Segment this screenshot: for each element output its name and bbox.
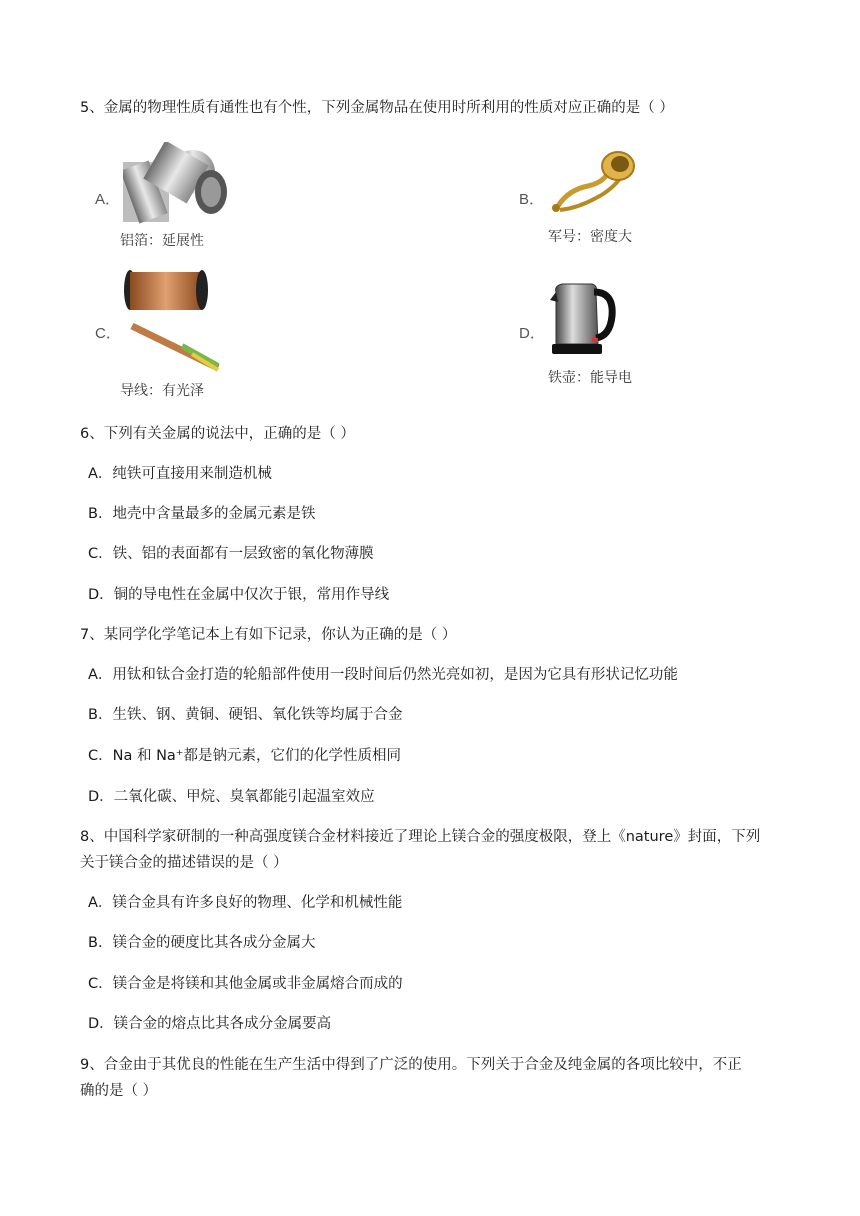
question-8-option-c: C．镁合金是将镁和其他金属或非金属熔合而成的 — [88, 976, 403, 992]
aluminum-foil-image — [123, 142, 231, 224]
question-5-stem: 5、金属的物理性质有通性也有个性，下列金属物品在使用时所利用的性质对应正确的是（ ） — [80, 100, 674, 116]
question-6-stem: 6、下列有关金属的说法中，正确的是（ ） — [80, 426, 355, 442]
question-6-option-b: B．地壳中含量最多的金属元素是铁 — [88, 506, 316, 522]
question-7-option-a: A．用钛和钛合金打造的轮船部件使用一段时间后仍然光亮如初，是因为它具有形状记忆功能 — [88, 667, 678, 683]
option-b-label: B． — [519, 191, 545, 208]
question-8-option-d: D．镁合金的熔点比其各成分金属要高 — [88, 1016, 332, 1032]
question-6-option-d: D．铜的导电性在金属中仅次于银，常用作导线 — [88, 587, 390, 603]
question-8-stem-line-2: 关于镁合金的描述错误的是（ ） — [80, 855, 288, 871]
option-a-label: A． — [95, 191, 121, 208]
option-d-caption: 铁壶：能导电 — [548, 370, 632, 386]
question-8-stem-line-1: 8、中国科学家研制的一种高强度镁合金材料接近了理论上镁合金的强度极限，登上《nature》封面，下列 — [80, 829, 761, 845]
question-6-option-a: A．纯铁可直接用来制造机械 — [88, 466, 272, 482]
option-c-caption: 导线：有光泽 — [120, 383, 204, 399]
option-a-caption: 铝箔：延展性 — [120, 233, 204, 249]
question-8-option-a: A．镁合金具有许多良好的物理、化学和机械性能 — [88, 895, 403, 911]
electric-kettle-image — [548, 278, 618, 358]
question-7-stem: 7、某同学化学笔记本上有如下记录，你认为正确的是（ ） — [80, 627, 457, 643]
bugle-image — [548, 146, 638, 218]
question-6-option-c: C．铁、铝的表面都有一层致密的氧化物薄膜 — [88, 546, 374, 562]
question-8-option-b: B．镁合金的硬度比其各成分金属大 — [88, 935, 316, 951]
option-c-label: C． — [95, 325, 121, 342]
question-7-option-d: D．二氧化碳、甲烷、臭氧都能引起温室效应 — [88, 789, 375, 805]
option-b-caption: 军号：密度大 — [548, 229, 632, 245]
question-7-option-c: C．Na 和 Na⁺都是钠元素，它们的化学性质相同 — [88, 748, 401, 764]
question-9-stem-line-2: 确的是（ ） — [80, 1083, 158, 1099]
question-7-option-b: B．生铁、钢、黄铜、硬铝、氧化铁等均属于合金 — [88, 707, 403, 723]
copper-wire-image — [122, 266, 222, 374]
option-d-label: D． — [519, 325, 545, 342]
question-9-stem-line-1: 9、合金由于其优良的性能在生产生活中得到了广泛的使用。下列关于合金及纯金属的各项比较中，不正 — [80, 1057, 742, 1073]
